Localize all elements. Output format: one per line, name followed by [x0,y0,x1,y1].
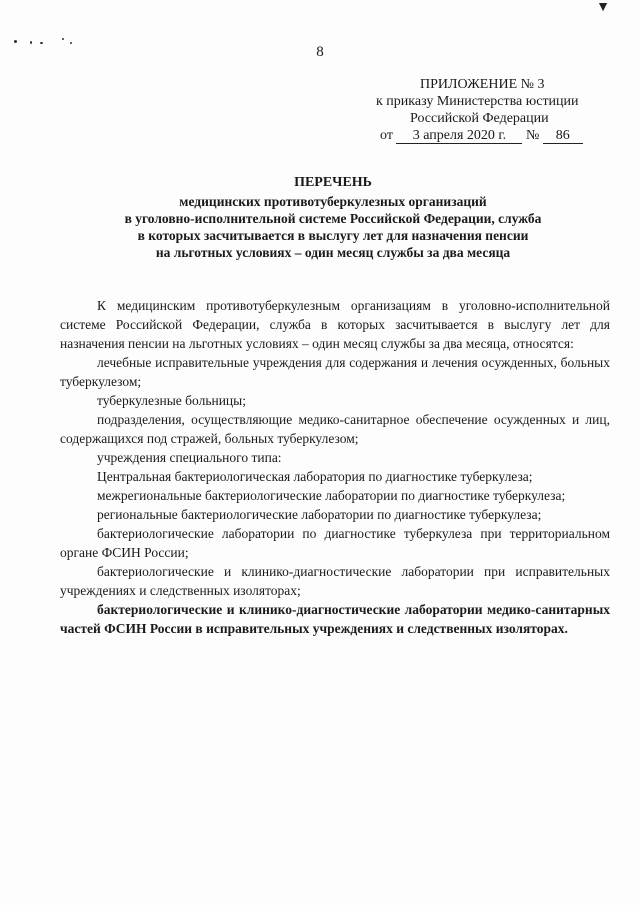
list-paragraph: учреждения специального типа: [97,450,282,465]
intro-paragraph: К медицинским противотуберкулезным организациям в уголовно-исполнительной системе Российской Федерации, служба в которых засчитывается в выслугу лет для назначения пенсии на льготных условиях – один месяц службы за два месяца, относятся: [60,298,610,351]
appendix-date-line [376,127,616,144]
document-heading [60,174,606,261]
list-paragraph: подразделения, осуществляющие медико-санитарное обеспечение осужденных и лиц, содержащихся под стражей, больных туберкулезом; [60,412,610,446]
list-paragraph: бактериологические и клинико-диагностические лаборатории при исправительных учреждениях и следственных изоляторах; [60,564,610,598]
list-paragraph: региональные бактериологические лаборатории по диагностике туберкулеза; [97,507,542,522]
appendix-federation-line: Российской Федерации [410,111,549,126]
from-label: от [380,128,393,143]
list-paragraph: лечебные исправительные учреждения для содержания и лечения осужденных, больных туберкулезом; [60,355,610,389]
subtitle-line: в уголовно-исполнительной системе Российской Федерации, служба [124,211,542,226]
subtitle-line: медицинских противотуберкулезных организаций [179,194,487,209]
number-label: № [525,128,540,143]
order-number: 86 [543,129,583,144]
subtitle-line: на льготных условиях – один месяц службы за два месяца [155,245,511,260]
list-paragraph: Центральная бактериологическая лаборатория по диагностике туберкулеза; [97,469,533,484]
subtitle-line: в которых засчитывается в выслугу лет для назначения пенсии [137,228,529,243]
corner-mark: ▼ [596,0,610,15]
scan-speck [62,38,64,40]
document-title: ПЕРЕЧЕНЬ [294,175,372,190]
appendix-order-line: к приказу Министерства юстиции [376,94,579,109]
page-number: 8 [316,44,324,60]
list-paragraph: бактериологические и клинико-диагностические лаборатории медико-санитарных частей ФСИН России в исправительных учреждениях и следственных изоляторах. [60,602,610,636]
scan-speck [14,40,17,43]
appendix-header [376,76,616,144]
order-date: 3 апреля 2020 г. [396,129,522,144]
list-paragraph: туберкулезные больницы; [97,393,246,408]
list-paragraph: межрегиональные бактериологические лаборатории по диагностике туберкулеза; [97,488,566,503]
document-body [60,296,610,638]
appendix-title: ПРИЛОЖЕНИЕ № 3 [420,77,545,92]
list-paragraph: бактериологические лаборатории по диагностике туберкулеза при территориальном органе ФСИН России; [60,526,610,560]
